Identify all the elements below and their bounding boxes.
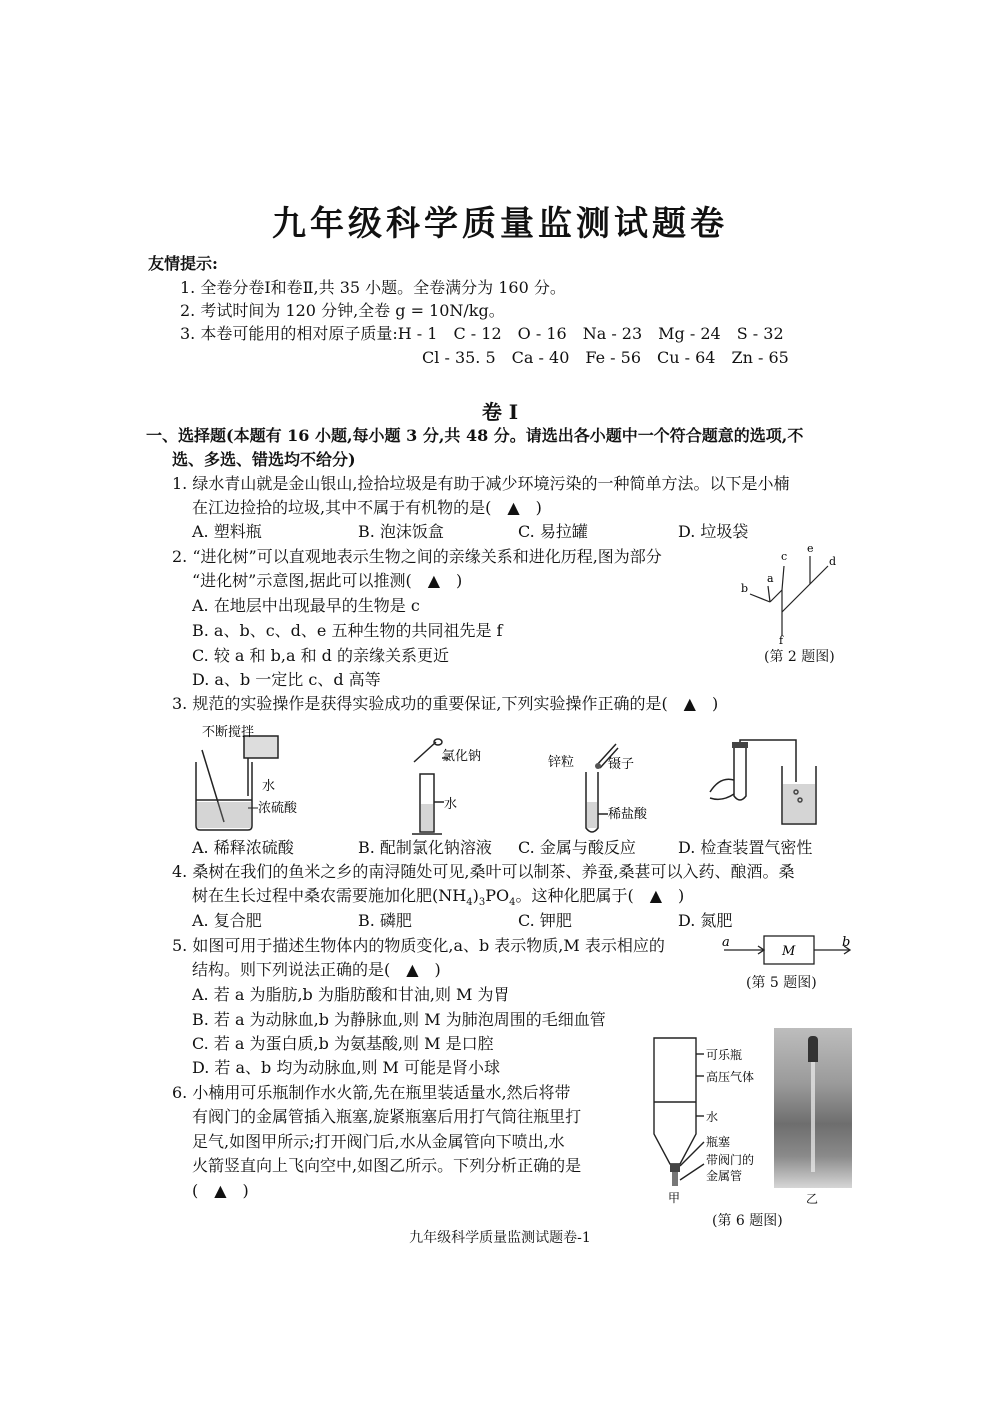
- q1-option-b: B. 泡沫饭盒: [358, 522, 444, 541]
- label-valve: 金属管: [706, 1169, 743, 1183]
- lab-figure-metal-acid: [546, 736, 656, 840]
- q3-option-a: A. 稀释浓硫酸: [192, 838, 294, 857]
- q5-option-d: D. 若 a、b 均为动脉血,则 M 可能是肾小球: [192, 1058, 501, 1077]
- question-3-text: 3. 规范的实验操作是获得实验成功的重要保证,下列实验操作正确的是( ▲ ): [172, 694, 719, 713]
- q4-option-d: D. 氮肥: [678, 911, 733, 930]
- section-heading: 一、选择题(本题有 16 小题,每小题 3 分,共 48 分。请选出各小题中一个符合题意的选项,不: [146, 426, 804, 445]
- notice-item: Cl - 35. 5 Ca - 40 Fe - 56 Cu - 64 Zn - 65: [422, 348, 789, 367]
- question-6-text: ( ▲ ): [192, 1181, 249, 1200]
- water-jet-icon: [811, 1062, 815, 1172]
- label-water-b: 水: [444, 797, 458, 812]
- label-zinc: 锌粒: [548, 755, 575, 770]
- notice-item: 1. 全卷分卷Ⅰ和卷Ⅱ,共 35 小题。全卷满分为 160 分。: [180, 278, 566, 297]
- water-rocket-launch-photo: [774, 1028, 852, 1188]
- q5-option-c: C. 若 a 为蛋白质,b 为氨基酸,则 M 是口腔: [192, 1034, 494, 1053]
- question-6-text: 火箭竖直向上飞向空中,如图乙所示。下列分析正确的是: [192, 1156, 582, 1175]
- lab-figure-nacl-solution: [398, 736, 498, 840]
- label-bottle: 可乐瓶: [706, 1048, 743, 1062]
- question-1-text: 在江边捡拾的垃圾,其中不属于有机物的是( ▲ ): [192, 498, 542, 517]
- figure-caption: (第 2 题图): [764, 649, 835, 665]
- label-valve: 带阀门的: [706, 1153, 755, 1167]
- q3-option-b: B. 配制氯化钠溶液: [358, 838, 492, 857]
- page-title: 九年级科学质量监测试题卷: [272, 204, 728, 244]
- question-6-text: 有阀门的金属管插入瓶塞,旋紧瓶塞后用打气筒往瓶里打: [192, 1107, 582, 1126]
- question-5-text: 结构。则下列说法正确的是( ▲ ): [192, 960, 441, 979]
- q3-option-d: D. 检查装置气密性: [678, 838, 813, 857]
- q1-option-a: A. 塑料瓶: [192, 522, 262, 541]
- label-stir: 不断搅拌: [202, 725, 255, 740]
- q4-option-a: A. 复合肥: [192, 911, 262, 930]
- tree-label-c: c: [781, 550, 788, 563]
- label-water-q6: 水: [706, 1110, 719, 1124]
- question-2-text: 2. “进化树”可以直观地表示生物之间的亲缘关系和进化历程,图为部分: [172, 547, 662, 566]
- question-1-text: 1. 绿水青山就是金山银山,捡拾垃圾是有助于减少环境污染的一种简单方法。以下是小楠: [172, 474, 790, 493]
- tree-label-f: f: [779, 634, 784, 644]
- question-6-text: 6. 小楠用可乐瓶制作水火箭,先在瓶里装适量水,然后将带: [172, 1083, 571, 1102]
- section-title: 卷 Ⅰ: [481, 400, 519, 424]
- question-2-text: “进化树”示意图,据此可以推测( ▲ ): [192, 571, 463, 590]
- label-water: 水: [262, 779, 276, 794]
- q1-option-d: D. 垃圾袋: [678, 522, 749, 541]
- label-gas: 高压气体: [706, 1070, 755, 1084]
- label-yi: 乙: [806, 1192, 819, 1206]
- flow-label-a: a: [722, 935, 730, 950]
- lab-figure-airtightness: [704, 732, 834, 832]
- label-hcl: 稀盐酸: [608, 807, 648, 822]
- label-nacl: 氯化钠: [442, 749, 482, 764]
- page-footer: 九年级科学质量监测试题卷-1: [409, 1230, 591, 1246]
- q5-option-a: A. 若 a 为脂肪,b 为脂肪酸和甘油,则 M 为胃: [192, 985, 510, 1004]
- label-tweezers: 镊子: [608, 757, 635, 772]
- label-stopper: 瓶塞: [706, 1135, 731, 1149]
- q2-option-b: B. a、b、c、d、e 五种生物的共同祖先是 f: [192, 621, 503, 640]
- water-rocket-bottle-figure: [644, 1030, 770, 1208]
- question-6-text: 足气,如图甲所示;打开阀门后,水从金属管向下喷出,水: [192, 1132, 565, 1151]
- q5-flow-diagram: [718, 928, 856, 968]
- question-5-text: 5. 如图可用于描述生物体内的物质变化,a、b 表示物质,M 表示相应的: [172, 936, 665, 955]
- figure-caption: (第 5 题图): [746, 975, 817, 991]
- label-jia: 甲: [668, 1191, 681, 1205]
- notice-item: 3. 本卷可能用的相对原子质量:H - 1 C - 12 O - 16 Na - 23 Mg - 24 S - 32: [180, 324, 784, 343]
- question-4-text: 4. 桑树在我们的鱼米之乡的南浔随处可见,桑叶可以制茶、养蚕,桑葚可以入药、酿酒。桑: [172, 862, 795, 881]
- tree-label-d: d: [829, 555, 837, 568]
- figure-caption: (第 6 题图): [712, 1213, 783, 1229]
- q4-option-b: B. 磷肥: [358, 911, 412, 930]
- section-heading: 选、多选、错选均不给分): [172, 450, 356, 469]
- notice-heading: 友情提示:: [148, 254, 218, 273]
- flow-label-m: M: [782, 944, 796, 959]
- lab-figure-dilute-acid: [188, 722, 308, 834]
- q2-option-c: C. 较 a 和 b,a 和 d 的亲缘关系更近: [192, 646, 450, 665]
- q2-option-a: A. 在地层中出现最早的生物是 c: [192, 596, 420, 615]
- question-4-text: 树在生长过程中桑农需要施加化肥$(NH_4)_3PO_4$。这种化肥属于( ▲ ): [192, 886, 685, 909]
- q2-option-d: D. a、b 一定比 c、d 高等: [192, 670, 381, 689]
- evolution-tree-figure: [730, 540, 850, 644]
- tree-label-a: a: [767, 572, 774, 585]
- rocket-icon: [808, 1036, 818, 1062]
- q5-option-b: B. 若 a 为动脉血,b 为静脉血,则 M 为肺泡周围的毛细血管: [192, 1010, 606, 1029]
- tree-label-e: e: [807, 542, 814, 555]
- q1-option-c: C. 易拉罐: [518, 522, 588, 541]
- label-acid: 浓硫酸: [258, 801, 298, 816]
- notice-item: 2. 考试时间为 120 分钟,全卷 g = 10N/kg。: [180, 301, 505, 320]
- flow-label-b: b: [842, 935, 851, 950]
- q4-option-c: C. 钾肥: [518, 911, 572, 930]
- q3-option-c: C. 金属与酸反应: [518, 838, 636, 857]
- tree-label-b: b: [741, 582, 749, 595]
